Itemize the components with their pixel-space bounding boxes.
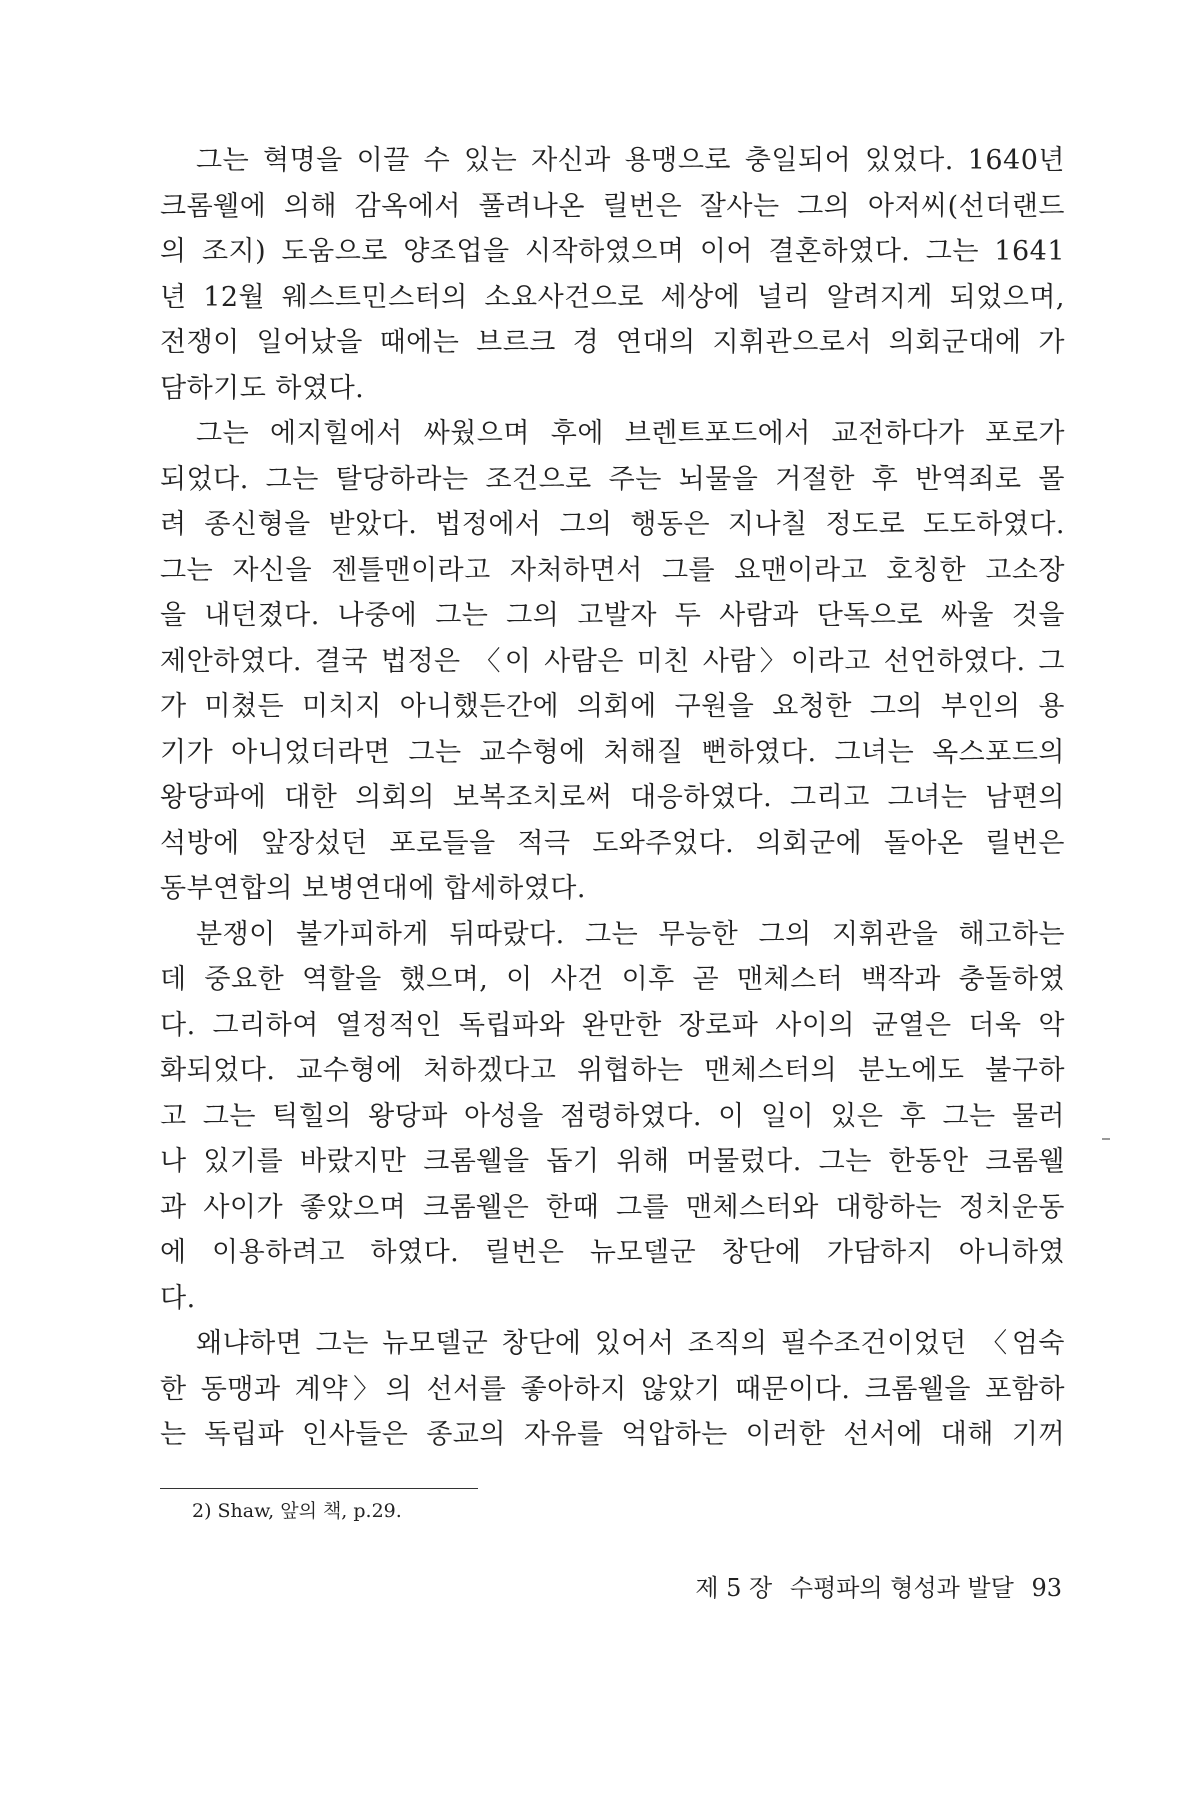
margin-mark xyxy=(1102,1138,1110,1140)
text-line: 크롬웰에 의해 감옥에서 풀려나온 릴번은 잘사는 그의 아저씨(선더랜드 xyxy=(160,190,1065,222)
text-line: 전쟁이 일어났을 때에는 브르크 경 연대의 지휘관으로서 의회군대에 가 xyxy=(160,327,1065,358)
paragraph-4 xyxy=(160,1321,1065,1458)
text-line: 담하기도 하였다. xyxy=(160,372,365,404)
text-line: 제안하였다. 결국 법정은 〈이 사람은 미친 사람〉이라고 선언하였다. 그 xyxy=(160,645,1065,677)
text-line: 과 사이가 좋았으며 크롬웰은 한때 그를 맨체스터와 대항하는 정치운동 xyxy=(160,1191,1065,1223)
paragraph-1 xyxy=(160,138,1065,411)
text-line: 왕당파에 대한 의회의 보복조치로써 대응하였다. 그리고 그녀는 남편의 xyxy=(160,782,1065,813)
text-line: 다. 그리하여 열정적인 독립파와 완만한 장로파 사이의 균열은 더욱 악 xyxy=(160,1009,1065,1041)
text-line: 되었다. 그는 탈당하라는 조건으로 주는 뇌물을 거절한 후 반역죄로 몰 xyxy=(160,463,1065,495)
footer-title: 수평파의 형성과 발달 xyxy=(789,1574,1014,1602)
footnote: 2) Shaw, 앞의 책, p.29. xyxy=(192,1500,402,1522)
text-line: 기가 아니었더라면 그는 교수형에 처해질 뻔하였다. 그녀는 옥스포드의 xyxy=(160,736,1065,768)
text-line: 다. xyxy=(160,1282,196,1314)
text-line: 년 12월 웨스트민스터의 소요사건으로 세상에 널리 알려지게 되었으며, xyxy=(160,281,1065,313)
text-line: 분쟁이 불가피하게 뒤따랐다. 그는 무능한 그의 지휘관을 해고하는 xyxy=(196,918,1065,950)
text-line: 동부연합의 보병연대에 합세하였다. xyxy=(160,873,586,904)
text-line: 그는 에지힐에서 싸웠으며 후에 브렌트포드에서 교전하다가 포로가 xyxy=(196,418,1065,449)
running-footer xyxy=(685,1572,1062,1604)
text-line: 왜냐하면 그는 뉴모델군 창단에 있어서 조직의 필수조건이었던 〈엄숙 xyxy=(196,1328,1065,1359)
text-line: 는 독립파 인사들은 종교의 자유를 억압하는 이러한 선서에 대해 기꺼 xyxy=(160,1419,1065,1450)
footer-chapter: 제 5 장 xyxy=(695,1574,773,1602)
text-line: 그는 자신을 젠틀맨이라고 자처하면서 그를 요맨이라고 호칭한 고소장 xyxy=(160,554,1065,586)
text-line: 에 이용하려고 하였다. 릴번은 뉴모델군 창단에 가담하지 아니하였 xyxy=(160,1237,1065,1268)
text-line: 고 그는 틱힐의 왕당파 아성을 점령하였다. 이 일이 있은 후 그는 물러 xyxy=(160,1100,1065,1132)
footnote-divider xyxy=(160,1488,478,1489)
text-line: 을 내던졌다. 나중에 그는 그의 고발자 두 사람과 단독으로 싸울 것을 xyxy=(160,600,1065,631)
text-line: 려 종신형을 받았다. 법정에서 그의 행동은 지나칠 정도로 도도하였다. xyxy=(160,509,1065,540)
text-line: 한 동맹과 계약〉의 선서를 좋아하지 않았기 때문이다. 크롬웰을 포함하 xyxy=(160,1373,1065,1405)
text-line: 가 미쳤든 미치지 아니했든간에 의회에 구원을 요청한 그의 부인의 용 xyxy=(160,691,1065,722)
page-number: 93 xyxy=(1031,1574,1062,1602)
text-line: 데 중요한 역할을 했으며, 이 사건 이후 곧 맨체스터 백작과 충돌하였 xyxy=(160,964,1065,995)
body-text xyxy=(160,138,1065,1458)
paragraph-2 xyxy=(160,411,1065,912)
text-line: 석방에 앞장섰던 포로들을 적극 도와주었다. 의회군에 돌아온 릴번은 xyxy=(160,827,1065,859)
paragraph-3 xyxy=(160,912,1065,1322)
text-line: 화되었다. 교수형에 처하겠다고 위협하는 맨체스터의 분노에도 불구하 xyxy=(160,1055,1065,1086)
text-line: 그는 혁명을 이끌 수 있는 자신과 용맹으로 충일되어 있었다. 1640년 xyxy=(196,145,1065,176)
text-line: 나 있기를 바랐지만 크롬웰을 돕기 위해 머물렀다. 그는 한동안 크롬웰 xyxy=(160,1146,1065,1177)
text-line: 의 조지) 도움으로 양조업을 시작하였으며 이어 결혼하였다. 그는 1641 xyxy=(160,236,1065,267)
